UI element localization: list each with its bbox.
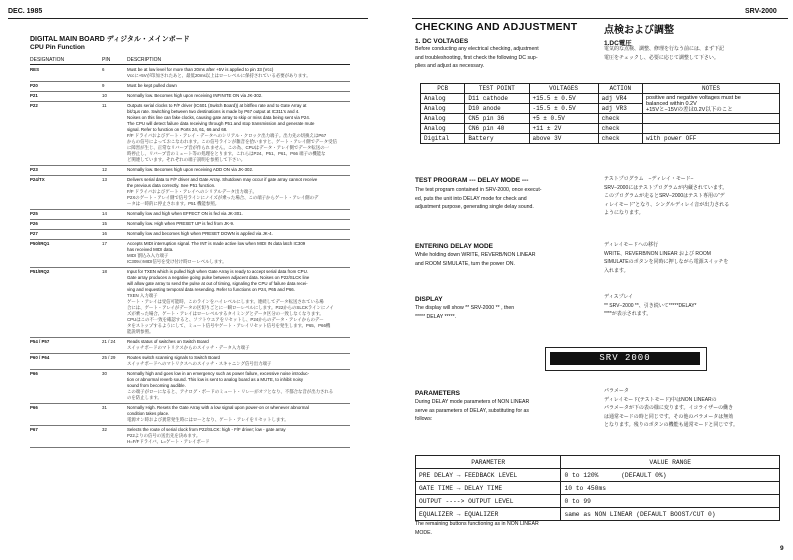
page-number: 9: [780, 545, 784, 552]
display-text: The display will show ** SRV-2000 ** , then ***** DELAY *****.: [415, 305, 515, 320]
header-model: SRV-2000: [745, 8, 777, 15]
param-th-range: VALUE RANGE: [561, 456, 780, 469]
dc-heading: 1. DC VOLTAGES: [415, 38, 469, 45]
table-row: [30, 231, 350, 237]
dc-text: Before conducting any electrical checking, adjustment and troubleshooting, first check the following DC sup- plies and adjust as necessary.: [415, 46, 539, 69]
enter-text: While holding down WRITE, REVERB/NON LINEAR and ROOM SIMULATE, turn the power ON.: [415, 252, 536, 267]
display-heading-jp: ディスプレイ: [604, 294, 634, 300]
col-description: DESCRIPTION: [127, 57, 162, 63]
pin-number: 11: [102, 103, 107, 108]
table-row: EQUALIZER → EQUALIZER same as NON LINEAR (DEFAULT BOOST/CUT 0): [416, 508, 780, 521]
pin-number: 12: [102, 167, 107, 172]
pin-number: 30: [102, 371, 107, 376]
dc-th-pcb: PCB: [421, 84, 465, 94]
page-title-jp: 点検および調整: [604, 25, 674, 36]
dc-text-jp: 電気的な点検、調整、修理を行なう前には、まず下記 電圧をチェックし、必要に応じて調整して下さい。: [604, 46, 725, 61]
enter-heading: ENTERING DELAY MODE: [415, 243, 494, 250]
dc-th-testpoint: TEST POINT: [465, 84, 529, 94]
section-subtitle: CPU Pin Function: [30, 44, 85, 51]
pin-description: Must be kept pulled down: [127, 83, 177, 88]
pin-number: 17: [102, 241, 107, 246]
params-heading: PARAMETERS: [415, 390, 461, 397]
test-text-jp: テストプログラム −ディレイ・モード− SRV−2000にはテストプログラムが内蔵されています。 このプログラムが走るとSRV−2000はテスト専用の“デ ィレイモード”となり、シングルディレイ音が出力される ようになります。: [604, 175, 784, 218]
table-row: [30, 93, 350, 99]
lcd-display-illustration: [545, 347, 707, 371]
pin-designation: P26: [30, 221, 38, 226]
row-divider: [30, 239, 350, 240]
pin-number: 21 / 24: [102, 339, 116, 344]
header-date: DEC. 1985: [8, 8, 43, 15]
table-row: [30, 211, 350, 217]
row-divider: [30, 91, 350, 92]
pin-description: Must be at low level for more than 20ms after +5V is applied to pin 33 (Vcc) Vccに+5Vが印加されたあと、最低20ms以上はローレベルに保持されている必要があります。: [127, 67, 311, 78]
header-rule-right: [412, 18, 788, 19]
row-divider: [30, 209, 350, 210]
table-row: GATE TIME → DELAY TIME 10 to 450ms: [416, 482, 780, 495]
parameter-table: [415, 455, 780, 521]
pin-designation: P21: [30, 93, 38, 98]
enter-heading-jp: ディレイモードへの移行: [604, 242, 659, 248]
row-divider: [30, 165, 350, 166]
params-text-jp: パラメータ ディレイモード(テストモード)中はNON LINEARの パラメータが下の表の様に変ります。イコライザーの働き は通常モードの時と同じです。その他のパラメータは無効 となります。残りのボタンの機能も通常モードと同じです。: [604, 387, 784, 430]
pin-designation: P54 / P57: [30, 339, 50, 344]
pin-description: Normally High. Resets the Gate Array with a low signal upon power-on or whenever abnormal condition takes place. 電源オン時および異常発生時にはローとなり、ゲート・アレイをリセットします。: [127, 405, 309, 422]
pin-description: Normally low and high when EFFECT ON is fed via JK-301.: [127, 211, 243, 216]
pin-description: Normally low. Becomes high upon receiving INFINITE ON via JK-302.: [127, 93, 263, 98]
pin-description: Outputs serial clocks to F/F driver (IC601 (Switch Board)) at bit/flex rate and to Gate Array at bit/1µs rate. Switching between two destinations is made by P67 output at IC311's and 4. Noises on this line can fake clocks, causing gate array to skip or miss data being sent via P24. The CPU will detect failure data receiving through P51 and stop transmission and generate mute signal. Refer to function on Ports 24, 61, 66 and 68. F/F ドライバおよびゲート・アレイ・データへのシリアル・クロック出力端子。出力先の切換えはP67 からの信号によっておこなわれます。この信号ラインが雑音を拾いますと、ゲート・アレイ側でデータ受信 に障害が生じ、正常なリバーブ音が作られません。この為、CPUはデータ・アレイ側でデータ転送の一 時停止し、リバーブ音のミュート等の処理をとります。これらはP24、P51、P61、P66 端子の機能な ど関連しています。それぞれの端子説明を参照して下さい。: [127, 103, 337, 162]
pin-number: 31: [102, 405, 107, 410]
pin-number: 10: [102, 93, 107, 98]
pin-designation: P23: [30, 167, 38, 172]
row-divider: [30, 267, 350, 268]
pin-number: 32: [102, 427, 107, 432]
pin-number: 16: [102, 231, 107, 236]
row-divider: [30, 403, 350, 404]
table-row: Analog CN6 pin 40 +11 ± 2V check: [421, 124, 780, 134]
row-divider: [30, 369, 350, 370]
table-row: Analog D10 anode -15.5 ± 0.5V adj VR3: [421, 104, 780, 114]
pin-designation: P60 / P64: [30, 355, 50, 360]
dc-th-notes: NOTES: [643, 84, 780, 94]
pin-designation: RES: [30, 67, 40, 72]
dc-th-action: ACTION: [598, 84, 642, 94]
test-text: The test program contained in SRV-2000, once execut- ed, puts the unit into DELAY mode for check and adjustment purpose, generating single delay sound.: [415, 187, 542, 210]
pin-number: 13: [102, 177, 107, 182]
test-heading-jp: テストプログラム −ディレイ・モード−: [604, 176, 694, 182]
table-row: Analog CN5 pin 36 +5 ± 0.5V check: [421, 114, 780, 124]
table-row: [30, 221, 350, 227]
pin-designation: P20: [30, 83, 38, 88]
table-row: [30, 339, 350, 351]
col-pin: PIN: [102, 57, 111, 63]
table-header-rule: [30, 64, 350, 65]
dc-th-voltages: VOLTAGES: [529, 84, 598, 94]
table-row: [30, 355, 350, 367]
pin-designation: P66: [30, 405, 38, 410]
pin-number: 25 / 29: [102, 355, 116, 360]
dc-notes-balance: positive and negative voltages must be balanced within 0.2V +15Vと−15Vの差は0.2V以下のこと: [643, 94, 780, 114]
pin-number: 15: [102, 221, 107, 226]
table-row: [30, 103, 350, 163]
table-row: [30, 83, 350, 89]
display-heading: DISPLAY: [415, 296, 443, 303]
pin-description: Normally low. Becomes high upon receiving ADD ON via JK-302.: [127, 167, 254, 172]
pin-designation: P51/IRQ2: [30, 269, 50, 274]
enter-text-jp: ディレイモードへの移行 WRITE、REVERB/NON LINEAR および ROOM SIMULATEのボタンを同時に押しながら電源スイッチを 入れます。: [604, 241, 784, 275]
pin-designation: P24/TX: [30, 177, 45, 182]
pin-number: 9: [102, 83, 105, 88]
table-row: [30, 427, 350, 445]
row-divider: [30, 353, 350, 354]
display-text-jp: ディスプレイ ** SRV−2000 **、引き続いて*****DELAY* ****が表示されます。: [604, 293, 784, 319]
pin-designation: P25: [30, 211, 38, 216]
header-rule-left: [8, 18, 368, 19]
pin-designation: P67: [30, 427, 38, 432]
params-text: During DELAY mode parameters of NON LINEAR serve as parameters of DELAY, substituting for as follows:: [415, 399, 530, 422]
param-table-header: [416, 456, 780, 469]
table-row: [30, 405, 350, 423]
pin-description: Input for TXEN which is pulled high when Gate Array is ready to accept serial data from CPU. Gate array produces a negative going pulse between adjacent data. Noises on P22/SLCK line will allow gate array to send the pulse at out of timing, signaling the CPU of failure data recei- ving and requesting temporal data resending. Refer to functions on P24, P65 and P66. TXEN 入力端子 ゲート・アレイは受信可能時、このラインをハイレベルにします。連続してデータ転送されている場 合には、ゲート・アレイがデータの区切りごとに一瞬ローレベルにします。P22からのSLCKラインにノイ ズが乗った場合、ゲート・アレイはローレベルするタイミングとデータ区分の一致しなくなります。 CPUはこの不一致を確認すると、ソフトウエアをリセットし、P24からのデータ・アレイからのデー タをストップするようにして、ミュート信号やゲート・アレイリセット信号を発生します。P65、P66機 能説明参照。: [127, 269, 334, 334]
col-designation: DESIGNATION: [30, 57, 65, 63]
pin-designation: P22: [30, 103, 38, 108]
pin-description: Reads status of switches on Switch Board スイッチボードのマトリクスからのスイッチ・データ入力端子: [127, 339, 250, 350]
row-divider: [30, 447, 350, 448]
table-row: OUTPUT ----> OUTPUT LEVEL 0 to 99: [416, 495, 780, 508]
table-row: [30, 241, 350, 265]
pin-designation: P50/IRQ1: [30, 241, 50, 246]
row-divider: [30, 425, 350, 426]
pin-description: Normally low and becomes high when PRESET DOWN is applied via JK-4.: [127, 231, 273, 236]
table-row: Digital Battery above 3V check with power OFF: [421, 134, 780, 144]
params-footer: The remaining buttons functioning as in NON LINEAR MODE.: [415, 521, 539, 536]
pin-description: Normally low. High when PRESET UP is fed from JK-9.: [127, 221, 235, 226]
dc-table-header: [421, 84, 780, 94]
row-divider: [30, 337, 350, 338]
dc-voltage-table: [420, 83, 780, 144]
pin-number: 18: [102, 269, 107, 274]
table-row: [30, 167, 350, 173]
pin-number: 6: [102, 67, 105, 72]
pin-description: Routes switch scanning signals to Switch Board スイッチボードへのマトリクスへのスイッチ・スキャニング信号出力端子: [127, 355, 272, 366]
row-divider: [30, 101, 350, 102]
pin-designation: P27: [30, 231, 38, 236]
param-th-parameter: PARAMETER: [416, 456, 561, 469]
row-divider: [30, 81, 350, 82]
table-row: Analog D11 cathode +15.5 ± 0.5V adj VR4 positive and negative voltages must be balanced within 0.2V +15Vと−15Vの差は0.2V以下のこと: [421, 94, 780, 104]
row-divider: [30, 229, 350, 230]
test-heading: TEST PROGRAM --- DELAY MODE ---: [415, 177, 529, 184]
pin-number: 14: [102, 211, 107, 216]
pin-description: Normally high and goes low in an emergency such as power failure, excessive noise introduc- tion or abnormal reverb sound. This low is sent to analog board as a MUTE, to inhibit noisy sound from becoming audible. この端子がローになると、アナログ・ボードのミュート・リレーがオフとなり、不都合な音が出力される のを防止します。: [127, 371, 334, 400]
row-divider: [30, 219, 350, 220]
dc-notes-battery: with power OFF: [643, 134, 780, 144]
pin-description: Accepts MIDI interruption signal. The INT is made active low when MIDI IN data latch IC309 has received MIDI data. MIDI 割込み入力端子 IC309のMIDI信号を受け付け時ローレベルします。: [127, 241, 306, 264]
board-title: DIGITAL MAIN BOARD ディジタル・メインボード: [30, 36, 190, 43]
table-row: [30, 177, 350, 207]
table-row: [30, 371, 350, 401]
dc-heading-jp: 1.DC電圧: [604, 40, 632, 47]
pin-description: Delivers serial data to F/F driver and Gate Array. Shutdown may occur if gate array cannot receive the previous data correctly. See P51 function. F/F ドライバおよびゲート・アレイへのシリアルデータ出力端子。 P2Xのゲート・アレイ側で信号ラインにノイズが乗った場合、この端子からゲート・アレイ側のデ ータは一時的に停止されます。P51 機能参照。: [127, 177, 319, 206]
pin-designation: P66: [30, 371, 38, 376]
table-row: [30, 269, 350, 335]
params-heading-jp: パラメータ: [604, 388, 629, 394]
table-row: PRE DELAY → FEEDBACK LEVEL 0 to 120% (DEFAULT 0%): [416, 469, 780, 482]
table-row: [30, 67, 350, 79]
row-divider: [30, 175, 350, 176]
page-title: CHECKING AND ADJUSTMENT: [415, 21, 578, 33]
pin-description: Selects the route of serial clock from P22/SLCK: high - F/F driver; low - gate array P22よりの信号の送出先を決めます。 H=F/Fドライバ、L=ゲート・アレイボード: [127, 427, 286, 444]
lcd-readout: SRV 2000: [550, 352, 700, 365]
